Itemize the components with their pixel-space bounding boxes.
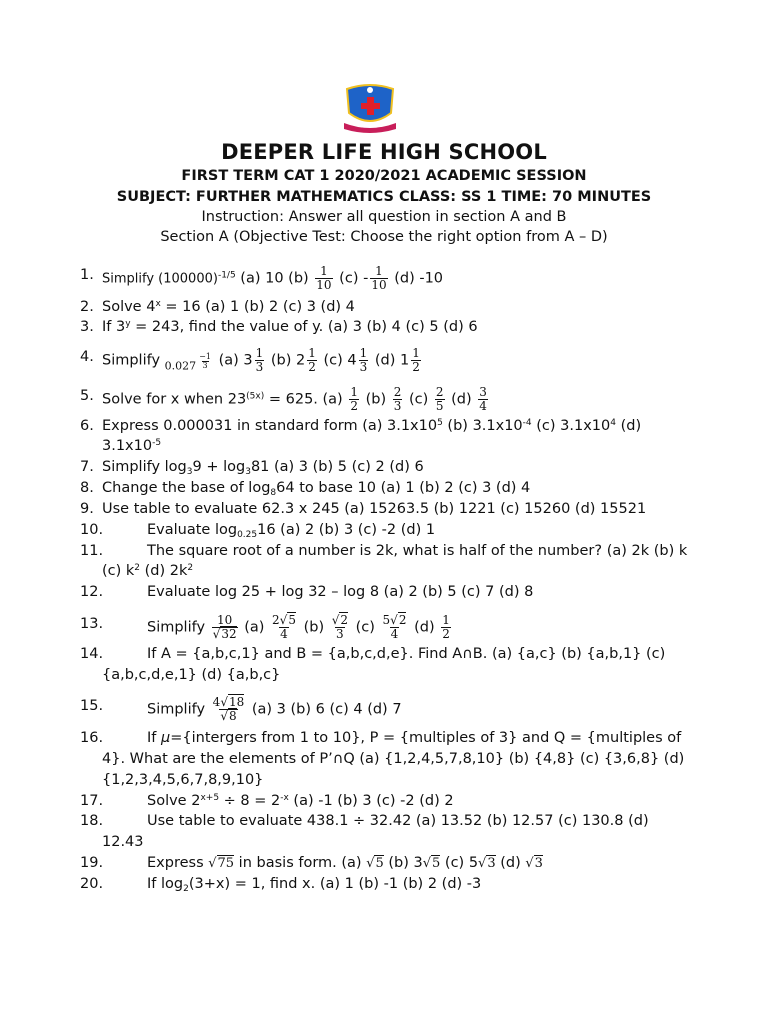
school-name: DEEPER LIFE HIGH SCHOOL (221, 140, 547, 164)
subject-line: SUBJECT: FURTHER MATHEMATICS CLASS: SS 1 TIME: 70 MINUTES (116, 189, 652, 205)
instruction: Instruction: Answer all question in section A and B (201, 209, 567, 225)
question-number: 1. (80, 267, 94, 283)
school-logo (341, 83, 399, 135)
section-heading: Section A (Objective Test: Choose the right option from A – D) (160, 229, 608, 245)
exam-title: FIRST TERM CAT 1 2020/2021 ACADEMIC SESSION (181, 168, 587, 184)
